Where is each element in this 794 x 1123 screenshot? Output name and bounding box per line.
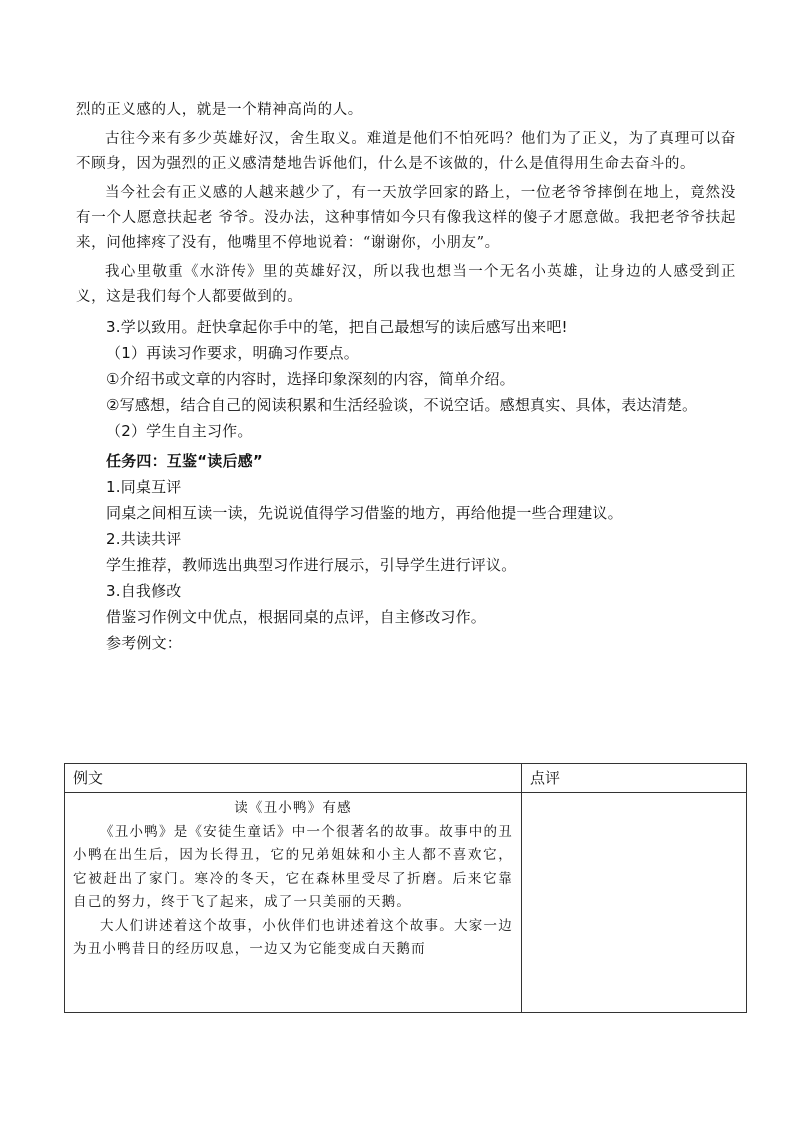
comment-cell bbox=[522, 793, 747, 1013]
writing-point: ②写感想，结合自己的阅读积累和生活经验谈，不说空话。感想真实、具体，表达清楚。 bbox=[106, 396, 698, 414]
essay-paragraph: 烈的正义感的人，就是一个精神高尚的人。 bbox=[76, 102, 363, 118]
step-text: 同桌之间相互读一读，先说说值得学习借鉴的地方，再给他提一些合理建议。 bbox=[106, 504, 623, 522]
sample-essay-table bbox=[64, 763, 747, 1013]
document-page bbox=[76, 98, 736, 656]
sample-paragraph: 《丑小鸭》是《安徒生童话》中一个很著名的故事。故事中的丑小鸭在出生后，因为长得丑，它的兄弟姐妹和小主人都不喜欢它，它被赶出了家门。寒冷的冬天，它在森林里受尽了折磨。后来它靠自己的努力，终于飞了起来，成了一只美丽的天鹅。 bbox=[73, 823, 513, 910]
sample-title: 读《丑小鸭》有感 bbox=[234, 800, 352, 816]
writing-point: ①介绍书或文章的内容时，选择印象深刻的内容，简单介绍。 bbox=[106, 370, 515, 388]
task-heading: 任务四：互鉴“读后感” bbox=[106, 452, 263, 470]
step-text: 学生推荐，教师选出典型习作进行展示，引导学生进行评议。 bbox=[106, 556, 517, 574]
step-text: 借鉴习作例文中优点，根据同桌的点评，自主修改习作。 bbox=[106, 608, 487, 626]
header-sample: 例文 bbox=[65, 764, 522, 793]
section-apply bbox=[76, 314, 736, 444]
table-row bbox=[65, 793, 747, 1013]
essay-paragraph: 我心里敬重《水浒传》里的英雄好汉，所以我也想当一个无名小英雄，让身边的人感受到正义，这是我们每个人都要做到的。 bbox=[76, 264, 736, 305]
section-title: 3.学以致用。赶快拿起你手中的笔，把自己最想写的读后感写出来吧! bbox=[106, 318, 568, 336]
step-title: 3.自我修改 bbox=[106, 582, 182, 600]
step-title: 1.同桌互评 bbox=[106, 478, 182, 496]
sample-paragraph: 大人们讲述着这个故事，小伙伴们也讲述着这个故事。大家一边为丑小鸭昔日的经历叹息，一边又为它能变成白天鹅而 bbox=[73, 917, 513, 957]
sample-essay bbox=[73, 797, 513, 962]
sample-essay-cell bbox=[65, 793, 522, 1013]
student-essay-excerpt bbox=[76, 98, 736, 310]
section-task4 bbox=[76, 448, 736, 656]
essay-paragraph: 当今社会有正义感的人越来越少了，有一天放学回家的路上，一位老爷爷摔倒在地上，竟然没有一个人愿意扶起老 爷爷。没办法，这种事情如今只有像我这样的傻子才愿意做。我把老爷爷扶起来，问他摔疼了没有，他嘴里不停地说着：“谢谢你，小朋友”。 bbox=[76, 185, 736, 251]
sub-step: （1）再读习作要求，明确习作要点。 bbox=[106, 344, 359, 362]
step-title: 2.共读共评 bbox=[106, 530, 182, 548]
header-comment: 点评 bbox=[522, 764, 747, 793]
table-header-row bbox=[65, 764, 747, 793]
reference-label: 参考例文： bbox=[106, 634, 183, 652]
sub-step: （2）学生自主习作。 bbox=[106, 422, 253, 440]
essay-paragraph: 古往今来有多少英雄好汉，舍生取义。难道是他们不怕死吗？他们为了正义，为了真理可以奋不顾身，因为强烈的正义感清楚地告诉他们，什么是不该做的，什么是值得用生命去奋斗的。 bbox=[76, 131, 736, 172]
